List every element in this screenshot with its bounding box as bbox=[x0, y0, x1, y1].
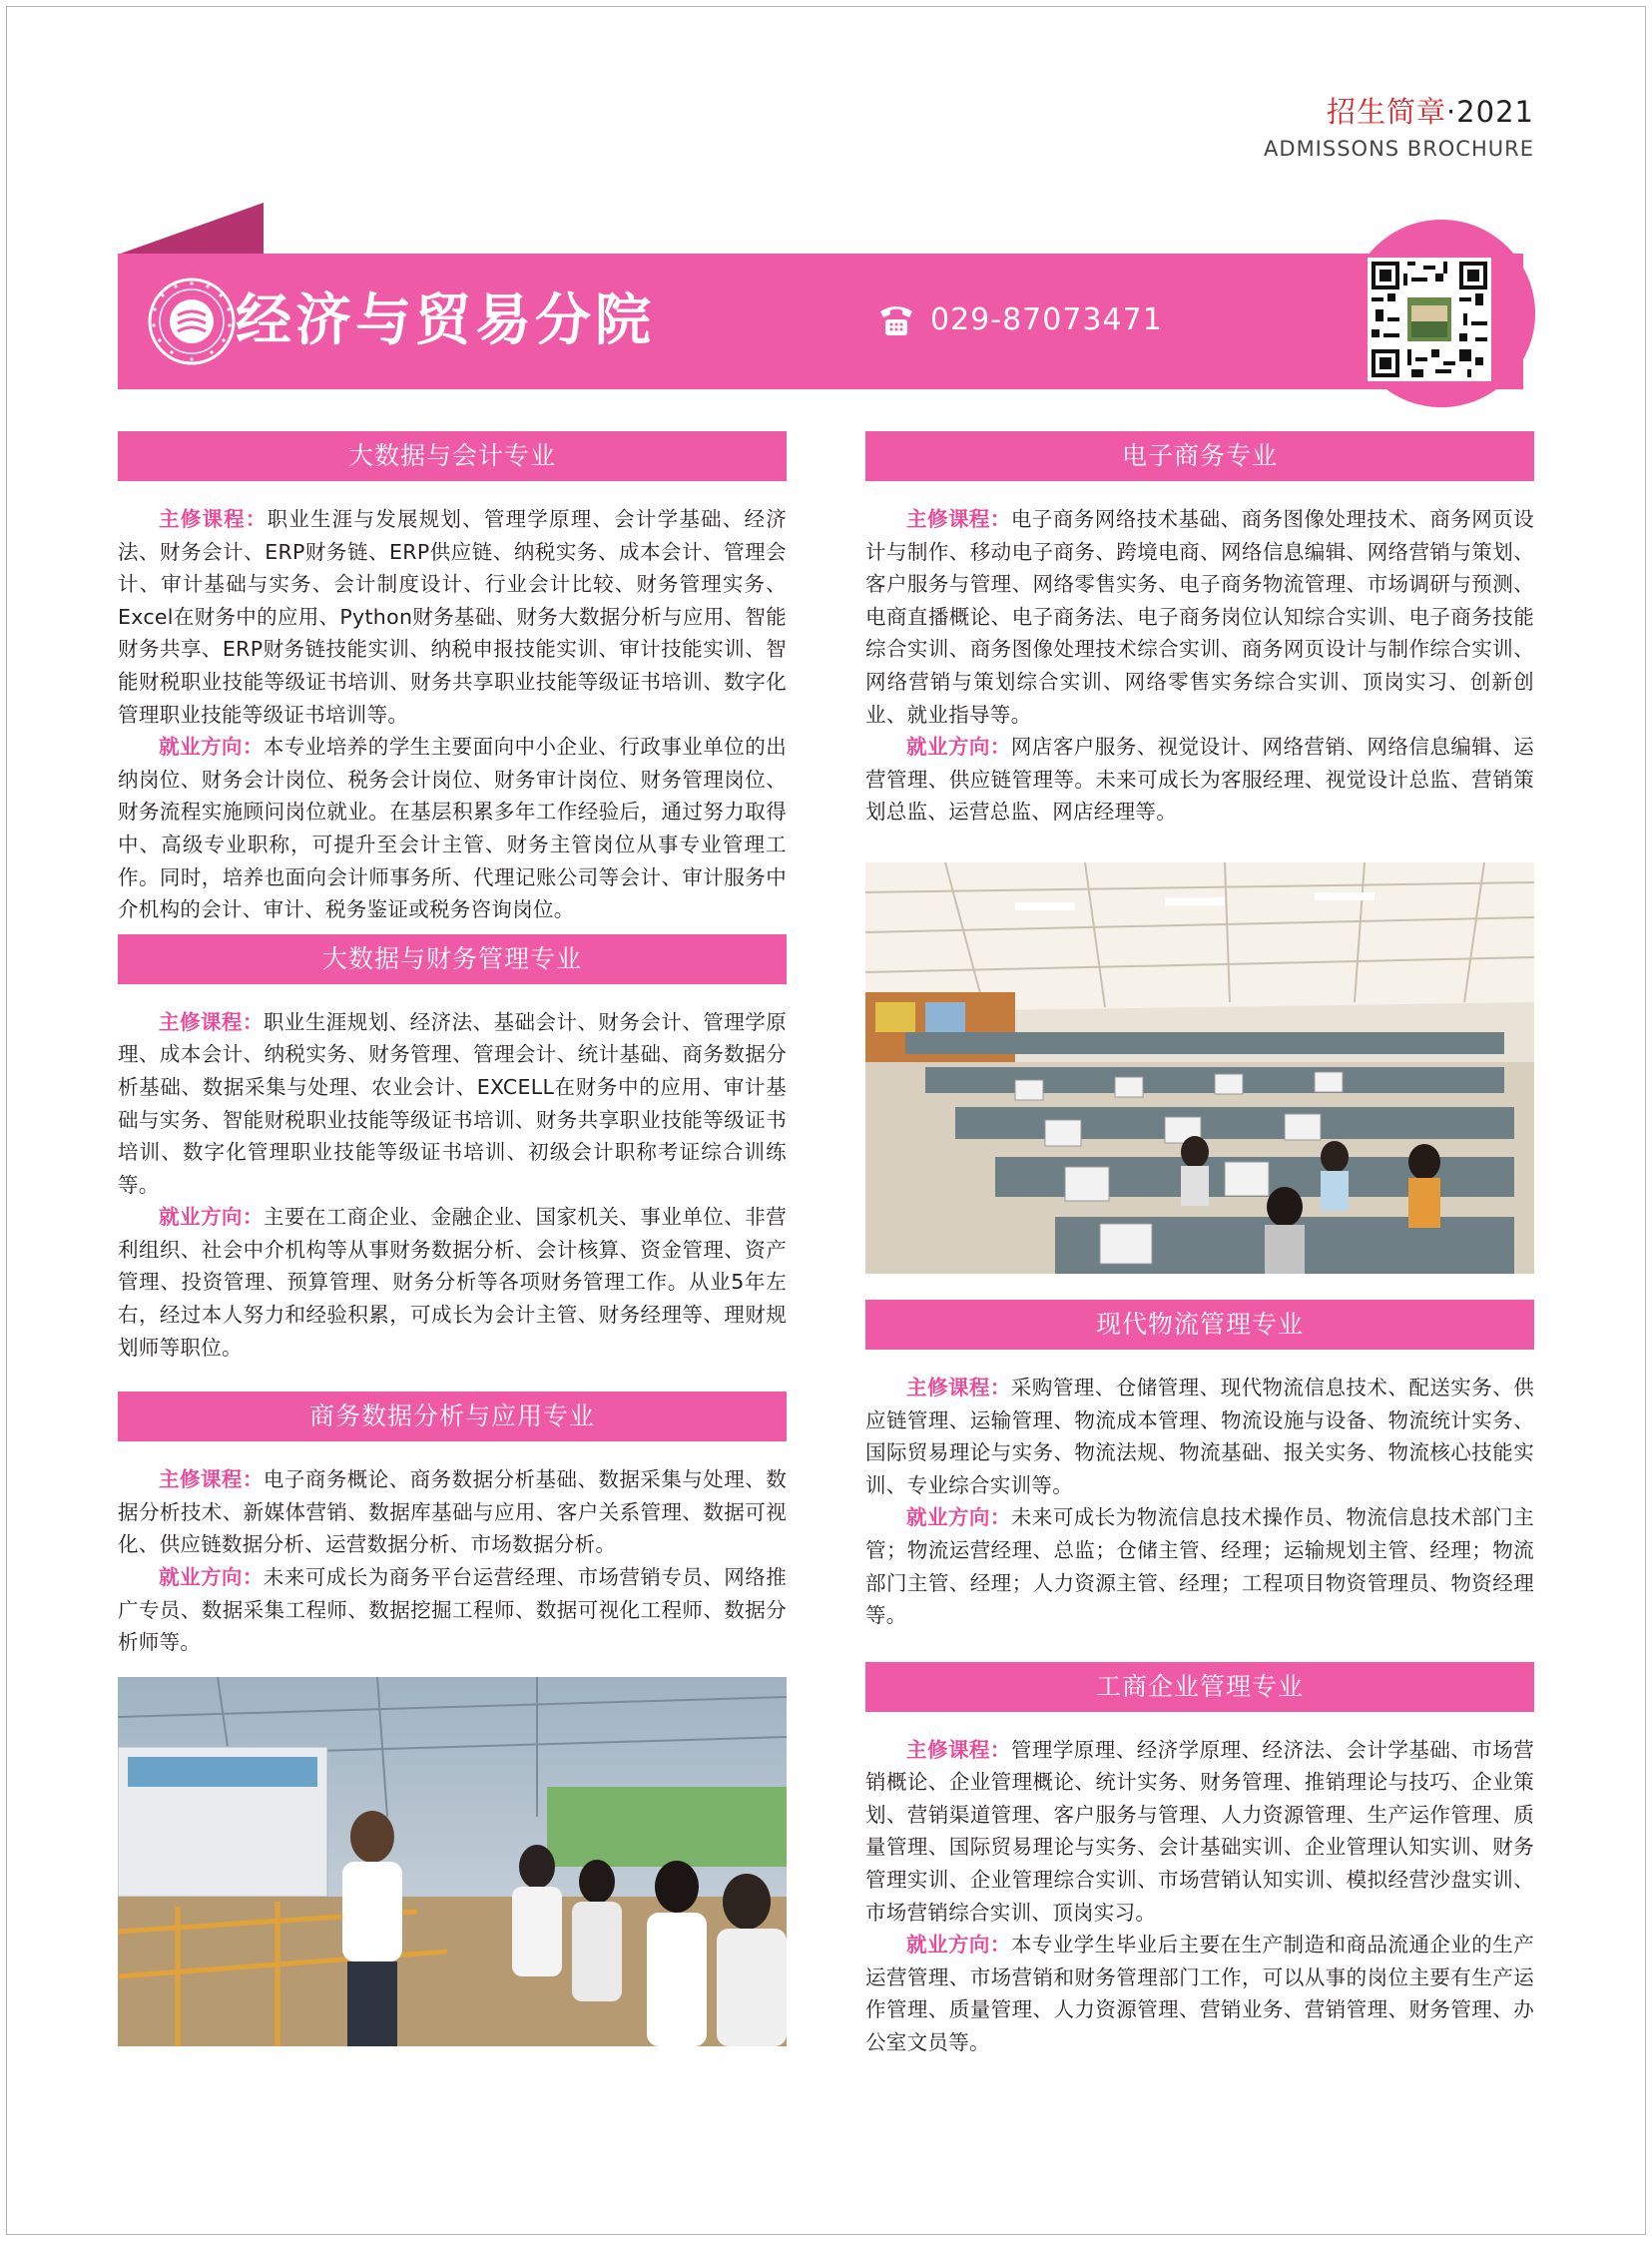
brochure-year: ·2021 bbox=[1445, 95, 1534, 129]
phone-number: 029-87073471 bbox=[930, 301, 1163, 337]
courses-label: 主修课程： bbox=[906, 507, 1011, 531]
section-business-data bbox=[118, 1392, 787, 1659]
courses-text: 职业生涯与发展规划、管理学原理、会计学基础、经济法、财务会计、ERP财务链、ERP供应链、纳税实务、成本会计、管理会计、审计基础与实务、会计制度设计、行业会计比较、财务管理实务、Excel在财务中的应用、Python财务基础、财务大数据分析与应用、智能财务共享、ERP财务链技能实训、纳税申报技能实训、审计技能实训、智能财税职业技能等级证书培训、财务共享职业技能等级证书培训、数字化管理职业技能等级证书培训等。 bbox=[118, 507, 787, 727]
courses-label: 主修课程： bbox=[159, 1467, 264, 1492]
courses-text: 职业生涯规划、经济法、基础会计、财务会计、管理学原理、成本会计、纳税实务、财务管理、管理会计、统计基础、商务数据分析基础、数据采集与处理、农业会计、EXCELL在财务中的应用、审计基础与实务、智能财税职业技能等级证书培训、财务共享职业技能等级证书培训、数字化管理职业技能等级证书培训、初级会计职称考证综合训练等。 bbox=[118, 1009, 788, 1197]
section-header: 商务数据分析与应用专业 bbox=[118, 1392, 787, 1441]
section-header: 大数据与会计专业 bbox=[118, 431, 787, 481]
career-text: 主要在工商企业、金融企业、国家机关、事业单位、非营利组织、社会中介机构等从事财务数据分析、会计核算、资金管理、资产管理、投资管理、预算管理、财务分析等各项财务管理工作。从业5年左右，经过本人努力和经验积累，可成长为会计主管、财务经理等、理财规划师等职位。 bbox=[118, 1205, 788, 1360]
courses-label: 主修课程： bbox=[906, 1375, 1011, 1400]
career-paragraph bbox=[865, 1929, 1534, 2058]
section-accounting bbox=[118, 431, 787, 926]
brochure-header bbox=[1264, 92, 1534, 164]
career-paragraph bbox=[118, 731, 787, 926]
warehouse-training-photo bbox=[118, 1677, 787, 2046]
career-text: 本专业培养的学生主要面向中小企业、行政事业单位的出纳岗位、财务会计岗位、税务会计岗位、财务审计岗位、财务管理岗位、财务流程实施顾问岗位就业。在基层积累多年工作经验后，通过努力取得中、高级专业职称，可提升至会计主管、财务主管岗位从事专业管理工作。同时，培养也面向会计师事务所、代理记账公司等会计、审计服务中介机构的会计、审计、税务鉴证或税务咨询岗位。 bbox=[118, 735, 788, 922]
courses-text: 采购管理、仓储管理、现代物流信息技术、配送实务、供应链管理、运输管理、物流成本管理、物流设施与设备、物流统计实务、国际贸易理论与实务、物流法规、物流基础、报关实务、物流核心技能实训、专业综合实训等。 bbox=[865, 1375, 1535, 1497]
career-paragraph bbox=[865, 731, 1534, 829]
qr-code bbox=[1368, 258, 1491, 381]
courses-paragraph bbox=[865, 1372, 1534, 1501]
qr-code-icon bbox=[1372, 262, 1487, 377]
courses-paragraph bbox=[118, 503, 787, 731]
department-title: 经济与贸易分院 bbox=[236, 288, 655, 353]
career-label: 就业方向： bbox=[906, 1505, 1011, 1530]
career-text: 网店客户服务、视觉设计、网络营销、网络信息编辑、运营管理、供应链管理等。未来可成长为客服经理、视觉设计总监、营销策划总监、运营总监、网店经理等。 bbox=[865, 735, 1535, 825]
career-text: 未来可成长为商务平台运营经理、市场营销专员、网络推广专员、数据采集工程师、数据挖掘工程师、数据可视化工程师、数据分析师等。 bbox=[118, 1565, 788, 1655]
courses-text: 电子商务网络技术基础、商务图像处理技术、商务网页设计与制作、移动电子商务、跨境电商、网络信息编辑、网络营销与策划、客户服务与管理、网络零售实务、电子商务物流管理、市场调研与预测、电商直播概论、电子商务法、电子商务岗位认知综合实训、电子商务技能综合实训、商务图像处理技术综合实训、商务网页设计与制作综合实训、网络营销与策划综合实训、网络零售实务综合实训、顶岗实习、创新创业、就业指导等。 bbox=[865, 507, 1535, 727]
section-header: 工商企业管理专业 bbox=[865, 1662, 1534, 1712]
section-financial-management bbox=[118, 934, 787, 1365]
career-text: 未来可成长为物流信息技术操作员、物流信息技术部门主管；物流运营经理、总监；仓储主管、经理；运输规划主管、经理；物流部门主管、经理；人力资源主管、经理；工程项目物资管理员、物资经理等。 bbox=[865, 1505, 1535, 1628]
career-label: 就业方向： bbox=[906, 1933, 1011, 1958]
career-label: 就业方向： bbox=[159, 1565, 264, 1590]
section-business-management bbox=[865, 1662, 1534, 2059]
brochure-title-text: 招生简章 bbox=[1326, 95, 1446, 129]
section-ecommerce bbox=[865, 431, 1534, 829]
section-header: 电子商务专业 bbox=[865, 431, 1534, 481]
courses-paragraph bbox=[118, 1006, 787, 1202]
banner-tab-decoration bbox=[118, 203, 264, 255]
career-text: 本专业学生毕业后主要在生产制造和商品流通企业的生产运营管理、市场营销和财务管理部门工作，可以从事的岗位主要有生产运作管理、质量管理、人力资源管理、营销业务、营销管理、财务管理、办公室文员等。 bbox=[865, 1933, 1535, 2055]
department-banner bbox=[118, 254, 1523, 389]
courses-label: 主修课程： bbox=[906, 1737, 1011, 1762]
career-paragraph bbox=[118, 1201, 787, 1364]
courses-label: 主修课程： bbox=[159, 507, 268, 531]
courses-text: 管理学原理、经济学原理、经济法、会计学基础、市场营销概论、企业管理概论、统计实务、财务管理、推销理论与技巧、企业策划、营销渠道管理、客户服务与管理、人力资源管理、生产运作管理、质量管理、国际贸易理论与实务、会计基础实训、企业管理认知实训、财务管理实训、企业管理综合实训、市场营销认知实训、模拟经营沙盘实训、市场营销综合实训、顶岗实习。 bbox=[865, 1737, 1535, 1925]
phone-contact bbox=[876, 299, 1163, 339]
courses-paragraph bbox=[865, 503, 1534, 731]
career-label: 就业方向： bbox=[159, 735, 264, 760]
brochure-title bbox=[1264, 92, 1534, 132]
courses-paragraph bbox=[865, 1734, 1534, 1930]
computer-lab-photo bbox=[865, 862, 1534, 1274]
section-logistics bbox=[865, 1300, 1534, 1632]
telephone-icon bbox=[876, 299, 916, 339]
career-label: 就业方向： bbox=[906, 735, 1011, 760]
courses-label: 主修课程： bbox=[159, 1009, 264, 1034]
section-header: 现代物流管理专业 bbox=[865, 1300, 1534, 1350]
section-header: 大数据与财务管理专业 bbox=[118, 934, 787, 984]
career-paragraph bbox=[118, 1561, 787, 1659]
college-logo-icon bbox=[148, 278, 236, 365]
career-paragraph bbox=[865, 1501, 1534, 1631]
career-label: 就业方向： bbox=[159, 1205, 264, 1230]
courses-text: 电子商务概论、商务数据分析基础、数据采集与处理、数据分析技术、新媒体营销、数据库基础与应用、客户关系管理、数据可视化、供应链数据分析、运营数据分析、市场数据分析。 bbox=[118, 1467, 788, 1557]
brochure-subtitle: ADMISSONS BROCHURE bbox=[1264, 137, 1534, 161]
right-column bbox=[865, 431, 1534, 2059]
courses-paragraph bbox=[118, 1463, 787, 1561]
left-column bbox=[118, 431, 787, 2046]
